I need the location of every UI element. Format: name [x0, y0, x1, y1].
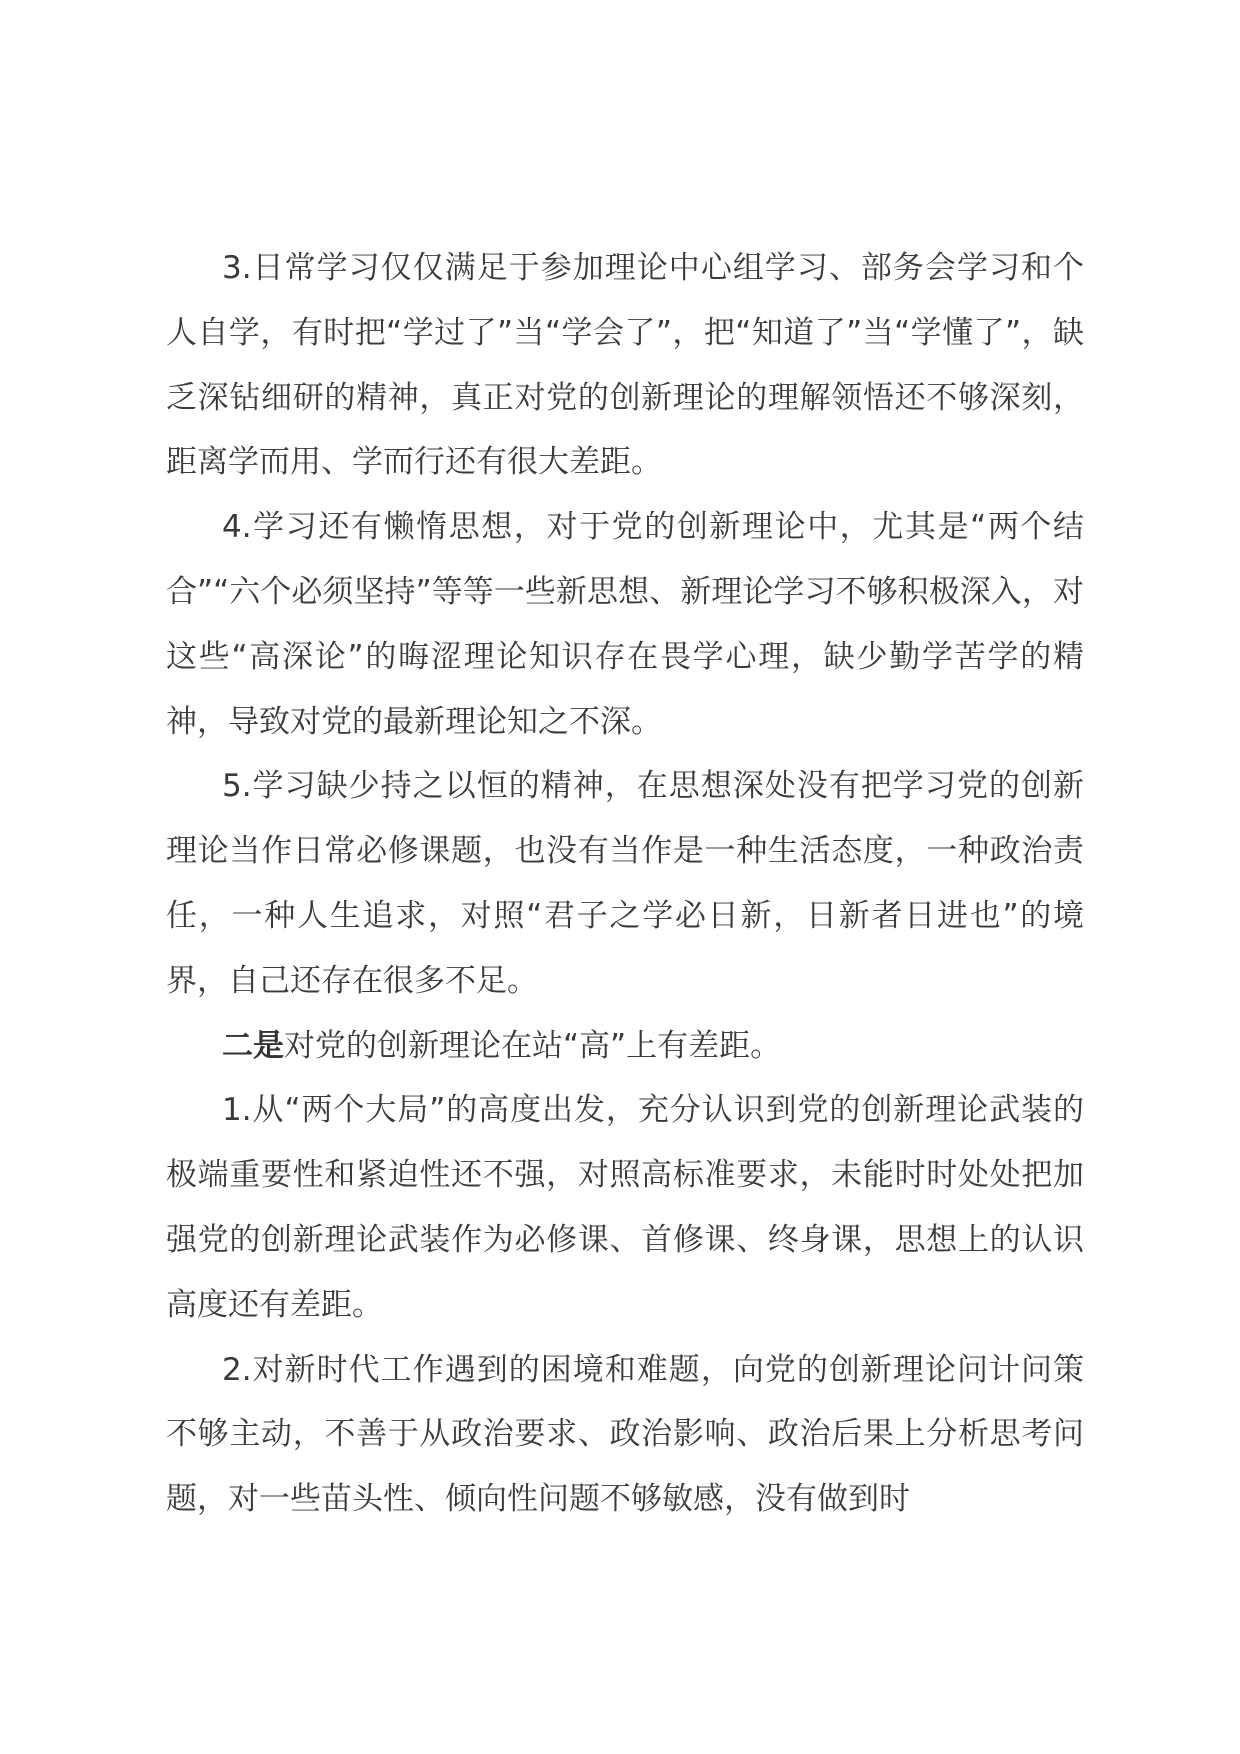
paragraph-item-2	[166, 1338, 1084, 1532]
paragraph-item-4	[166, 495, 1084, 754]
paragraph-item-5	[166, 754, 1084, 1013]
paragraph-text: 2.对新时代工作遇到的困境和难题，向党的创新理论问计问策不够主动，不善于从政治要求、政治影响、政治后果上分析思考问题，对一些苗头性、倾向性问题不够敏感，没有做到时	[166, 1351, 1084, 1518]
paragraph-text: 4.学习还有懒惰思想，对于党的创新理论中，尤其是“两个结合”“六个必须坚持”等等一些新思想、新理论学习不够积极深入，对这些“高深论”的晦涩理论知识存在畏学心理，缺少勤学苦学的精神，导致对党的最新理论知之不深。	[166, 509, 1084, 740]
section-lead: 二是	[222, 1027, 284, 1064]
paragraph-text: 1.从“两个大局”的高度出发，充分认识到党的创新理论武装的极端重要性和紧迫性还不强，对照高标准要求，未能时时处处把加强党的创新理论武装作为必修课、首修课、终身课，思想上的认识高度还有差距。	[166, 1092, 1084, 1323]
section-heading-text: 对党的创新理论在站“高”上有差距。	[284, 1027, 782, 1064]
section-heading-two	[166, 1014, 1084, 1079]
paragraph-item-1	[166, 1078, 1084, 1337]
paragraph-text: 3.日常学习仅仅满足于参加理论中心组学习、部务会学习和个人自学，有时把“学过了”当“学会了”，把“知道了”当“学懂了”，缺乏深钻细研的精神，真正对党的创新理论的理解领悟还不够深刻，距离学而用、学而行还有很大差距。	[166, 250, 1084, 481]
paragraph-item-3	[166, 236, 1084, 495]
paragraph-text: 5.学习缺少持之以恒的精神，在思想深处没有把学习党的创新理论当作日常必修课题，也没有当作是一种生活态度，一种政治责任，一种人生追求，对照“君子之学必日新，日新者日进也”的境界，自己还存在很多不足。	[166, 768, 1084, 999]
document-body	[166, 236, 1084, 1532]
